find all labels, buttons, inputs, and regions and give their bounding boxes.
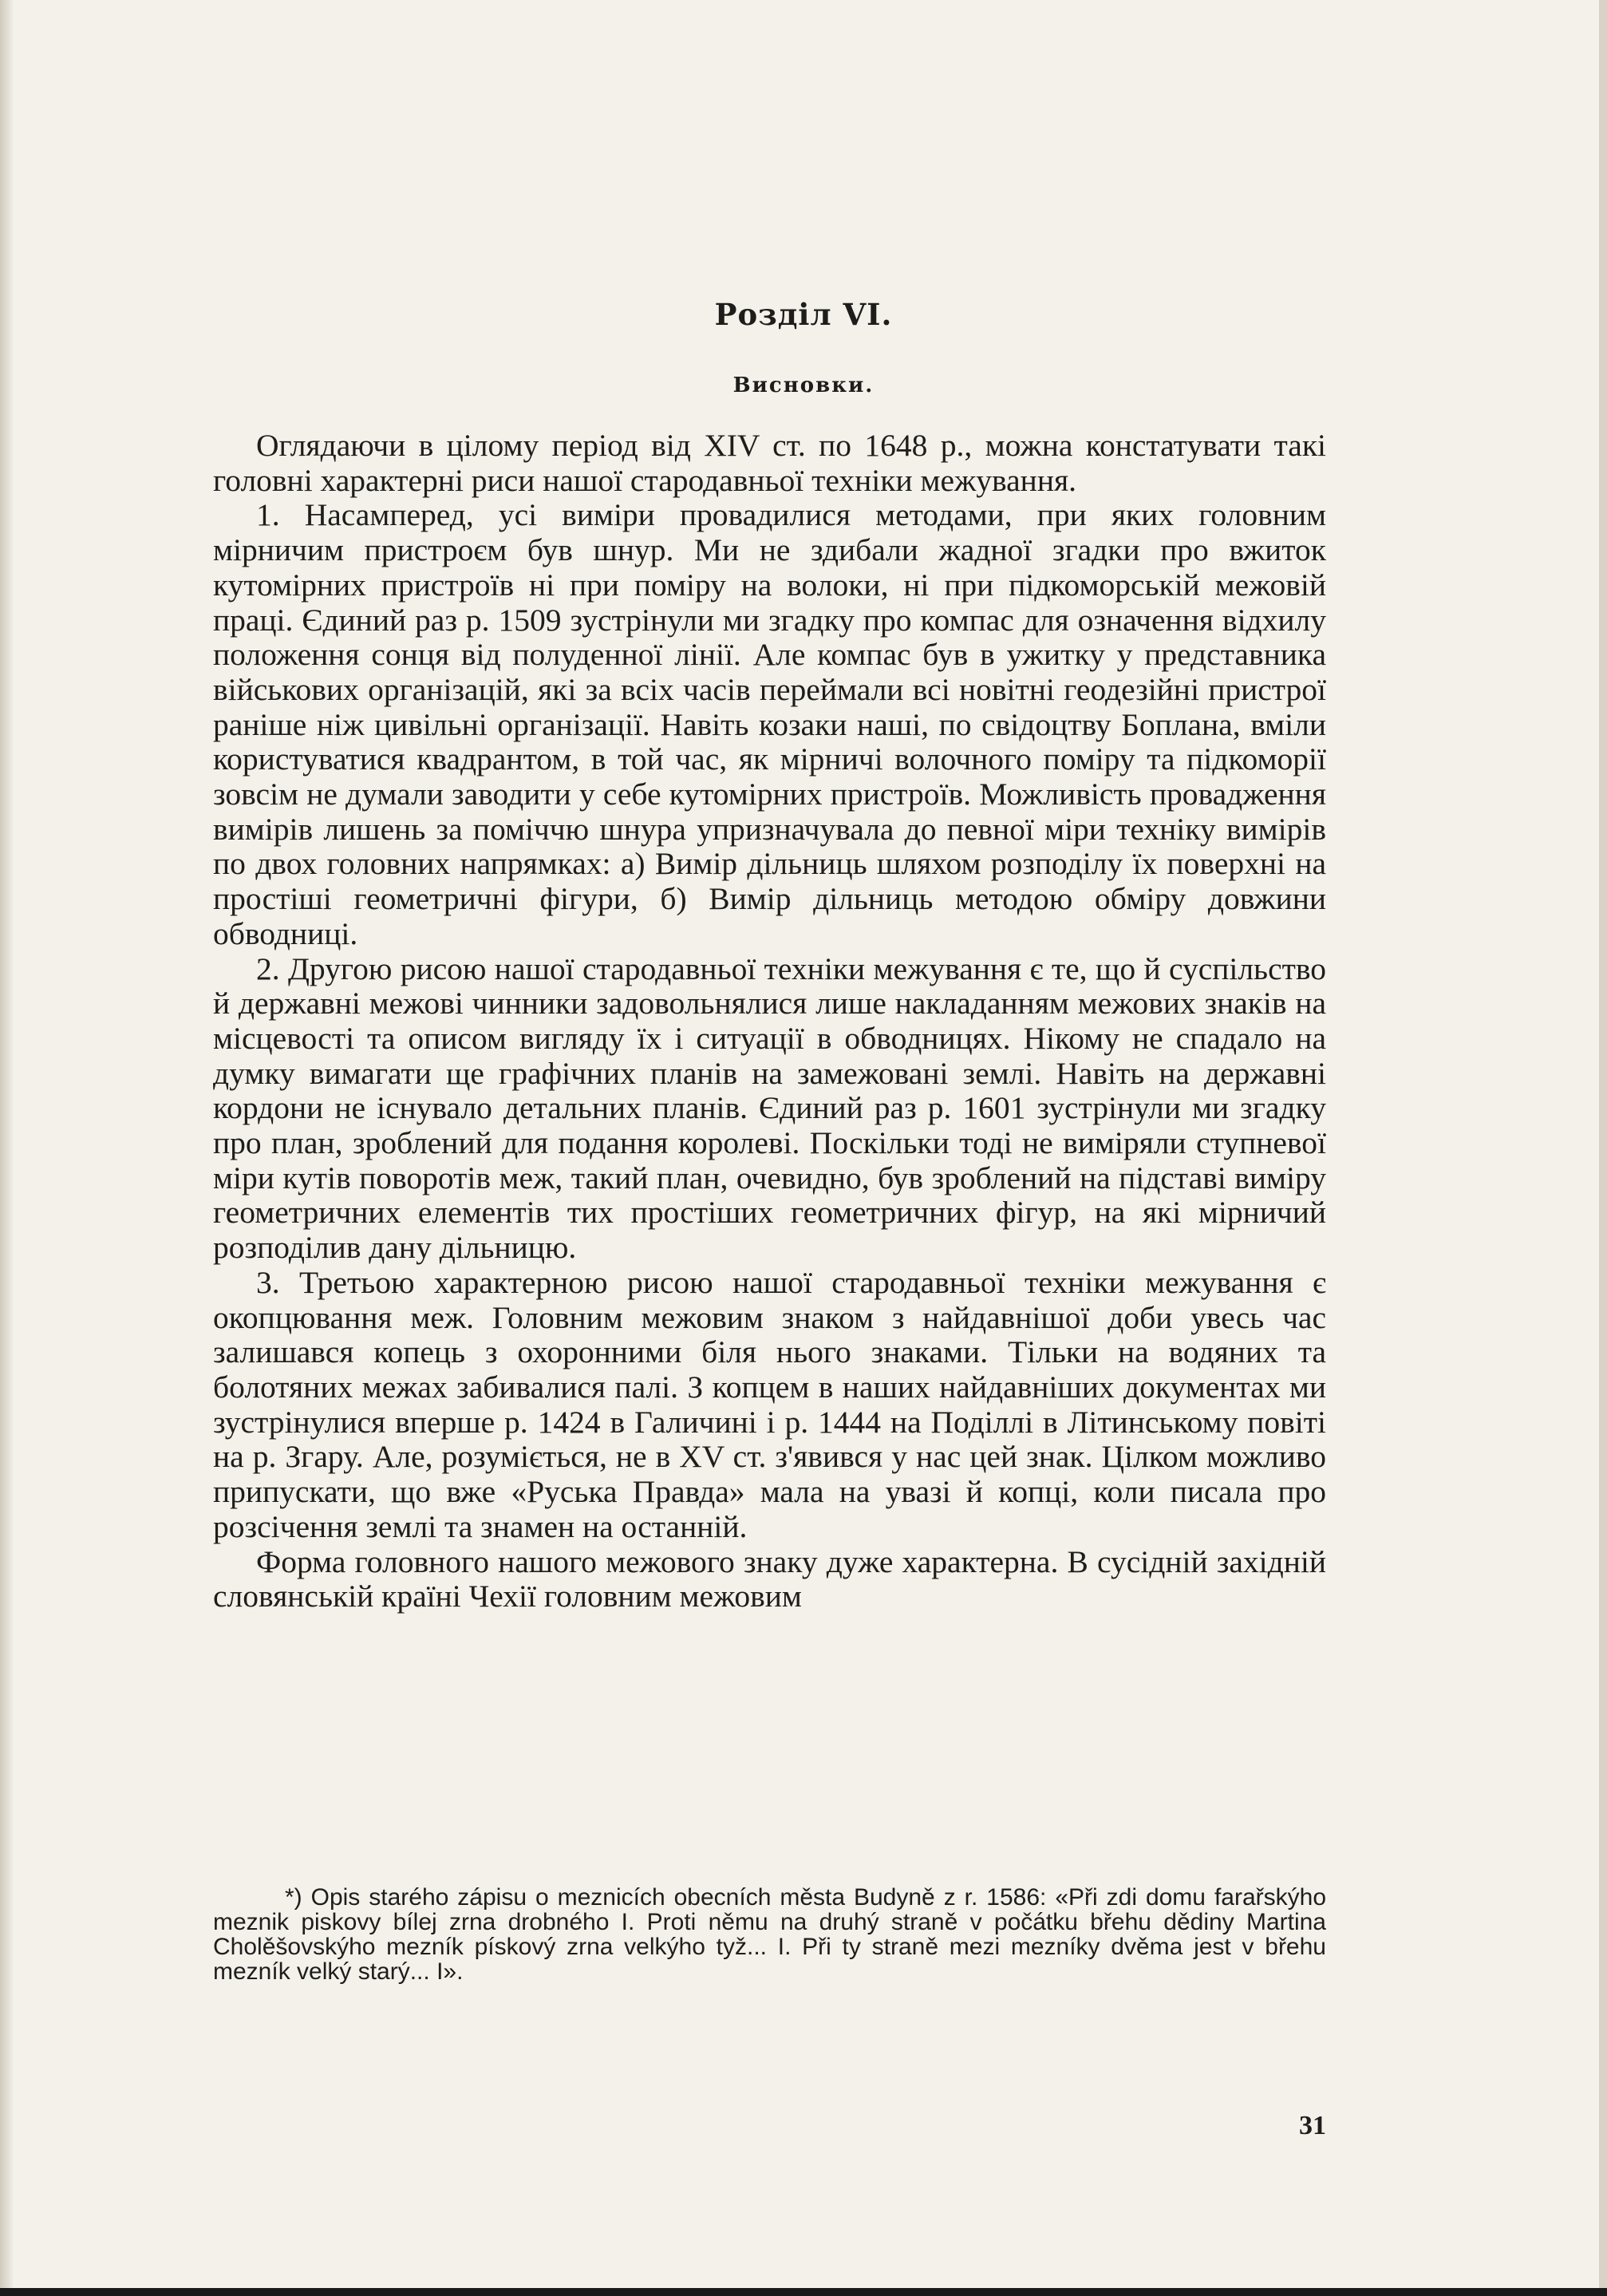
- page-binding-shadow: [0, 0, 13, 2296]
- chapter-title: Розділ VI.: [714, 297, 893, 332]
- scan-bottom-edge: [0, 2288, 1607, 2296]
- paragraph-3: 3. Третьою характерною рисою нашої стародавньої техніки межування є окопцювання меж. Головним межовим знаком з найдавнішої доби увесь час залишався копець з охоронними біля нього знаками. Тільки на водяних та болотяних межах забивалися палі. З копцем в наших найдавніших документах ми зустрінулися вперше р. 1424 в Галичині і р. 1444 на Поділлі в Літинському повіті на р. Згару. Але, розуміється, не в XV ст. з'явився у нас цей знак. Цілком можливо припускати, що вже «Руська Правда» мала на увазі й копці, коли писала про розсічення землі та знамен на останній.: [213, 1264, 1326, 1544]
- paragraph-4: Форма головного нашого межового знаку дуже характерна. В сусідній західній словянській країні Чехії головним межовим: [213, 1543, 1326, 1614]
- paragraph-intro: Оглядаючи в цілому період від XIV ст. по 1648 р., можна констатувати такі головні характерні риси нашої стародавньої техніки межування.: [213, 428, 1326, 498]
- page-right-edge: [1599, 0, 1607, 2296]
- paragraph-2: 2. Другою рисою нашої стародавньої техніки межування є те, що й суспільство й державні межові чинники задовольнялися лише накладанням межових знаків на місцевості та описом вигляду їх і ситуації в обводницях. Нікому не спадало на думку вимагати ще графічних планів на замежовані землі. Навіть на державні кордони не існувало детальних планів. Єдиний раз р. 1601 зустрінули ми згадку про план, зроблений для подання королеві. Поскільки тоді не виміряли ступневої міри кутів поворотів меж, такий план, очевидно, був зроблений на підставі виміру геометричних елементів тих простіших геометричних фігур, на які мірничий розподілив дану дільницю.: [213, 950, 1326, 1266]
- page-number: 31: [1299, 2111, 1326, 2140]
- paragraph-1: 1. Насамперед, усі виміри провадилися методами, при яких головним мірничим пристроєм був шнур. Ми не здибали жадної згадки про вжиток кутомірних пристроїв ні при поміру на волоки, ні при підкоморській межовій праці. Єдиний раз р. 1509 зустрінули ми згадку про компас для означення відхилу положення сонця від полуденної лінії. Але компас був в ужитку у представника військових організацій, які за всіх часів переймали всі новітні геодезійні пристрої раніше ніж цивільні організації. Навіть козаки наші, по свідоцтву Боплана, вміли користуватися квадрантом, в той час, як мірничі волочного поміру та підкоморії зовсім не думали заводити у себе кутомірних пристроїв. Можливість провадження вимірів лишень за поміччю шнура упризначувала до певної міри техніку вимірів по двох головних напрямках: а) Вимір дільниць шляхом розподілу їх поверхні на простіші геометричні фігури, б) Вимір дільниць методою обміру довжини обводниці.: [213, 497, 1326, 951]
- main-text: [213, 429, 1326, 1614]
- chapter-subtitle: Висновки.: [732, 373, 875, 397]
- footnote: *) Opis starého zápisu o meznicích obecních města Budyně z r. 1586: «Při zdi domu farařskýho meznik piskovy bílej zrna drobného I. Proti němu na druhý straně v počátku břehu dědiny Martina Cholěšovskýho mezník pískový zrna velkýho tyž... I. Při ty straně mezi mezníky dvěma jest v břehu mezník velký starý... I».: [213, 1884, 1326, 1985]
